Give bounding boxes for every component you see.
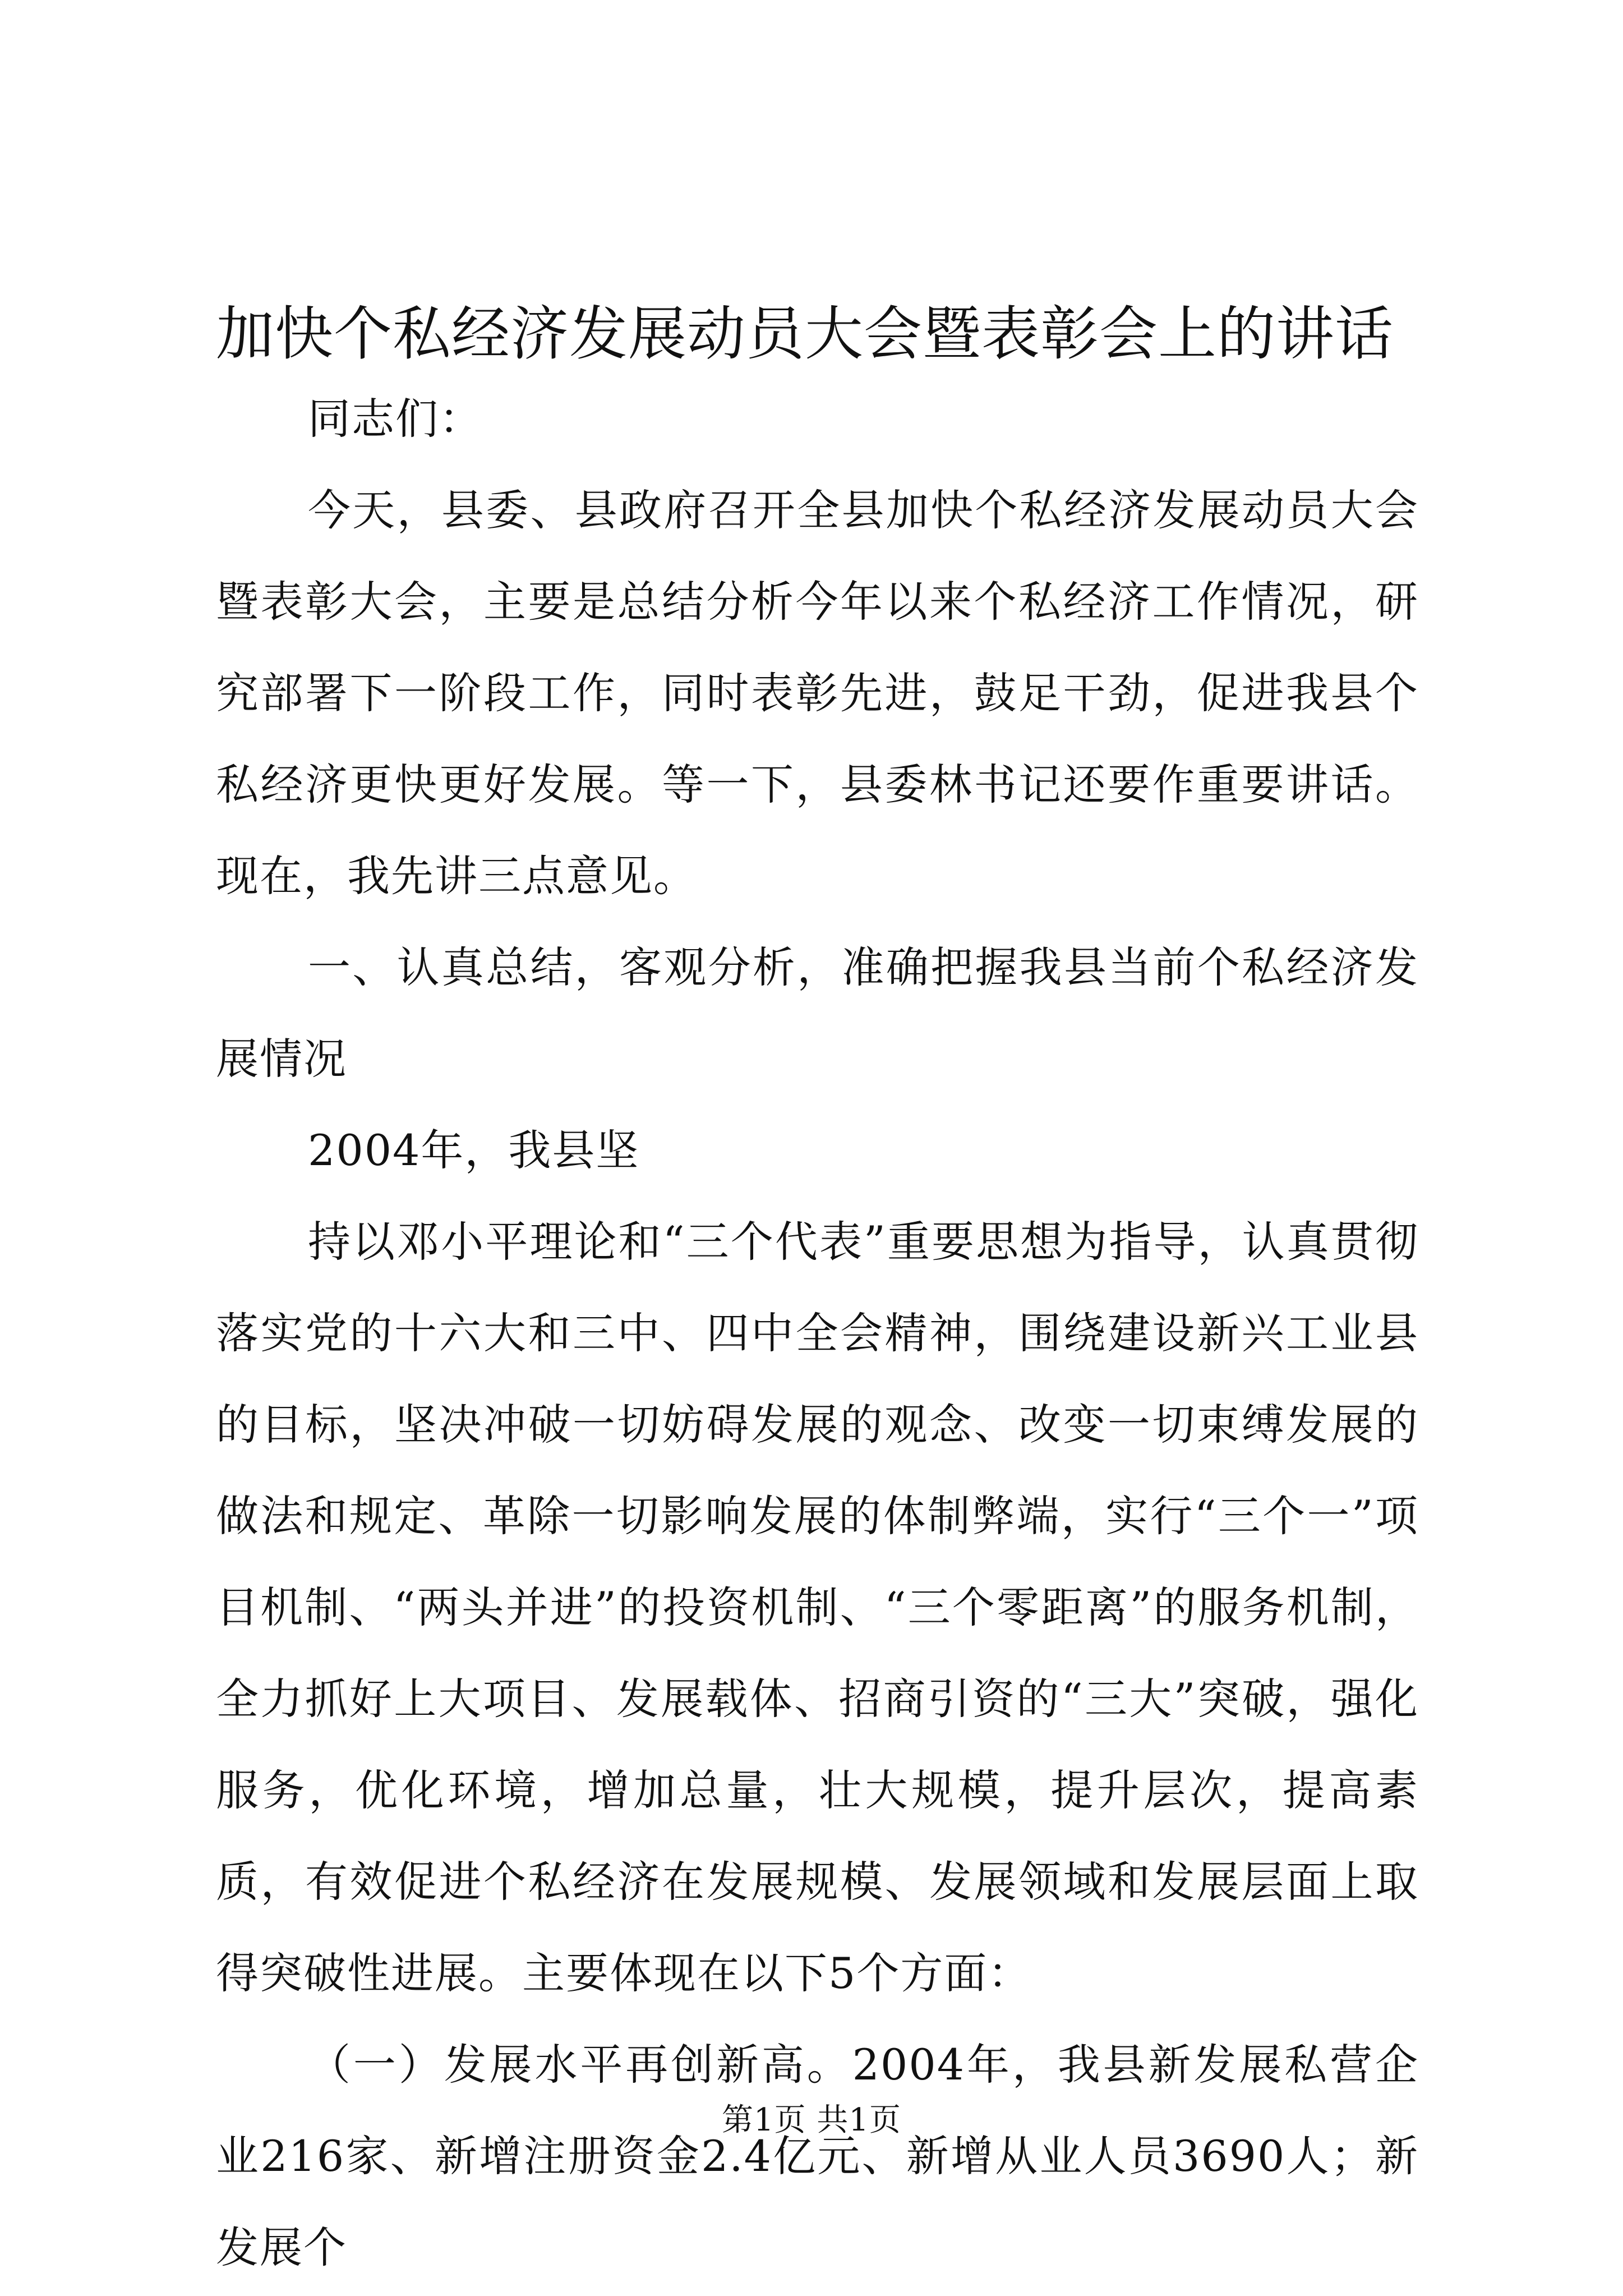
subsection-paragraph-one: （一）发展水平再创新高。2004年，我县新发展私营企业216家、新增注册资金2.4亿元、新增从业人员3690人；新发展个 — [216, 2040, 1419, 2272]
section-heading-one: 一、认真总结，客观分析，准确把握我县当前个私经济发展情况 — [216, 942, 1419, 1084]
opening-paragraph: 今天，县委、县政府召开全县加快个私经济发展动员大会暨表彰大会，主要是总结分析今年以来个私经济工作情况，研究部署下一阶段工作，同时表彰先进，鼓足干劲，促进我县个私经济更快更好发展。等一下，县委林书记还要作重要讲话。现在，我先讲三点意见。 — [216, 485, 1419, 901]
document-body — [216, 373, 1419, 2293]
body-paragraph-guidance: 持以邓小平理论和“三个代表”重要思想为指导，认真贯彻落实党的十六大和三中、四中全会精神，围绕建设新兴工业县的目标，坚决冲破一切妨碍发展的观念、改变一切束缚发展的做法和规定、革除一切影响发展的体制弊端，实行“三个一”项目机制、“两头并进”的投资机制、“三个零距离”的服务机制，全力抓好上大项目、发展载体、招商引资的“三大”突破，强化服务，优化环境，增加总量，壮大规模，提升层次，提高素质，有效促进个私经济在发展规模、发展领域和发展层面上取得突破性进展。主要体现在以下5个方面： — [216, 1217, 1419, 1998]
body-paragraph-year-fragment: 2004年，我县坚 — [308, 1125, 640, 1175]
document-title: 加快个私经济发展动员大会暨表彰会上的讲话 — [216, 300, 1394, 368]
page-footer: 第1页 共1页 — [721, 2102, 902, 2138]
salutation-paragraph: 同志们： — [308, 394, 483, 444]
